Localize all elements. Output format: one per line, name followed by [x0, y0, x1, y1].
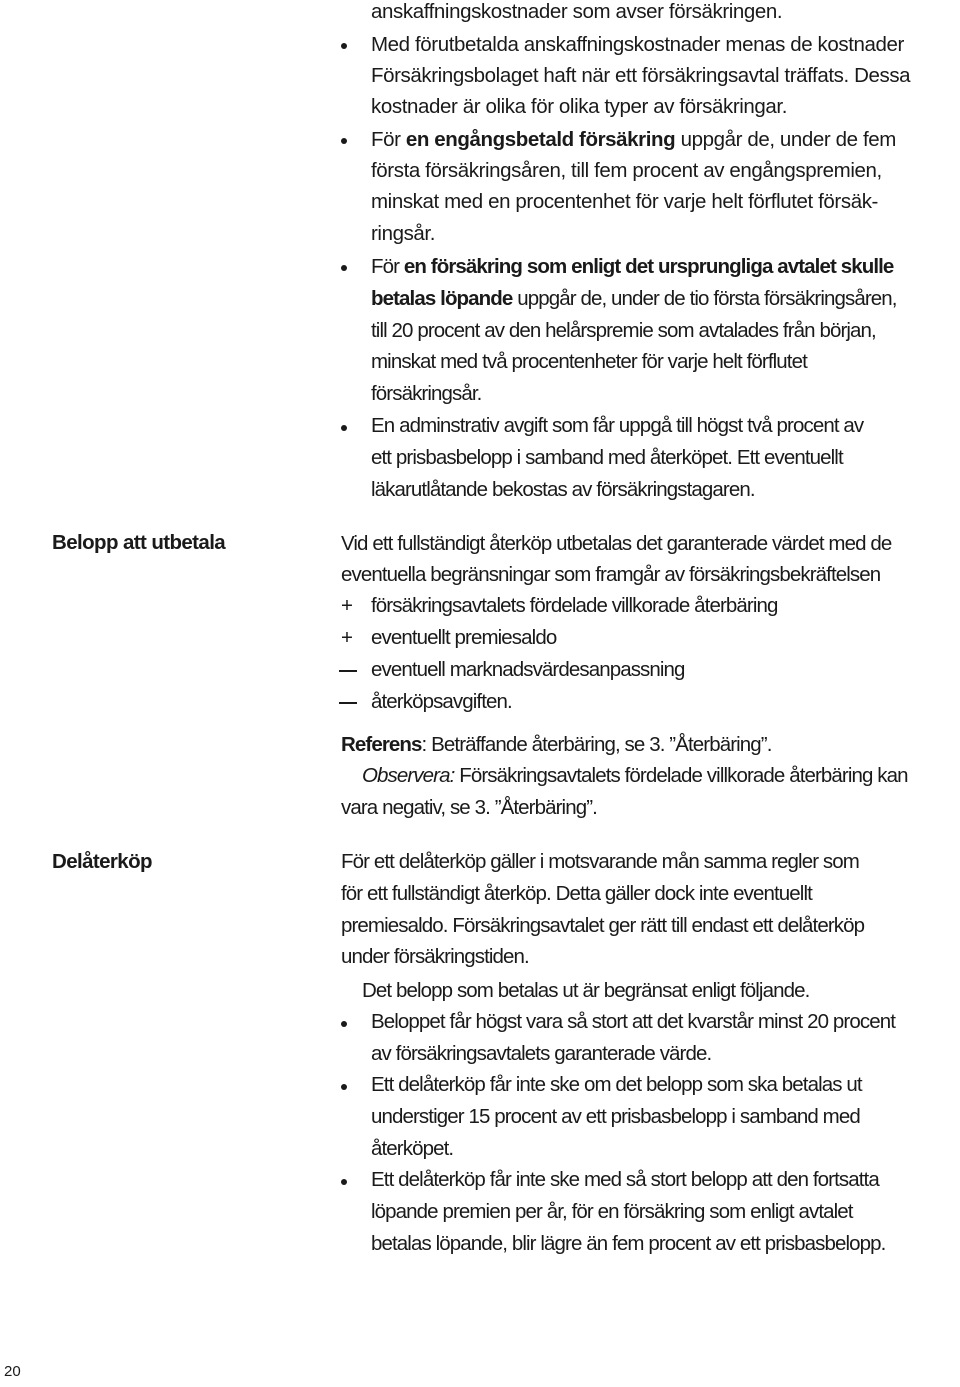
- plus-sign: +: [341, 594, 353, 617]
- page-number: 20: [4, 1363, 21, 1380]
- text-line: under försäkringstiden.: [341, 945, 529, 968]
- text-line: första försäkringsåren, till fem procent av engångspremien,: [371, 159, 882, 182]
- bold-text: en försäkring som enligt det ursprungliga avtalet skulle: [403, 255, 894, 278]
- text-run: : Beträffande återbäring, se 3. ”Återbäring”.: [421, 733, 772, 756]
- text-line: betalas löpande, blir lägre än fem procent av ett prisbasbelopp.: [371, 1232, 886, 1255]
- text-line: eventuellt premiesaldo: [371, 626, 557, 649]
- text-line: [371, 283, 897, 315]
- text-run: uppgår de, under de fem: [675, 128, 896, 151]
- text-line: återköpsavgiften.: [371, 690, 512, 713]
- bullet: [341, 1179, 347, 1185]
- bullet: [341, 1084, 347, 1090]
- text-run: För: [371, 128, 406, 151]
- text-line: Beloppet får högst vara så stort att det kvarstår minst 20 procent: [371, 1010, 895, 1033]
- text-line: Det belopp som betalas ut är begränsat enligt följande.: [362, 979, 810, 1002]
- text-line: till 20 procent av den helårspremie som avtalades från början,: [371, 319, 876, 342]
- bullet: [341, 265, 347, 271]
- text-line: Försäkringsbolaget haft när ett försäkringsavtal träffats. Dessa: [371, 64, 911, 87]
- bullet: [341, 138, 347, 144]
- text-line: Vid ett fullständigt återköp utbetalas det garanterade värdet med de: [341, 532, 892, 555]
- text-line: eventuell marknadsvärdesanpassning: [371, 658, 685, 681]
- minus-sign: [339, 702, 357, 704]
- bold-text: en engångsbetald försäkring: [405, 128, 676, 151]
- text-run: Försäkringsavtalets fördelade villkorade återbäring kan: [454, 764, 908, 787]
- text-line: Med förutbetalda anskaffningskostnader menas de kostnader: [371, 33, 904, 56]
- text-line: Ett delåterköp får inte ske med så stort belopp att den fortsatta: [371, 1168, 879, 1191]
- text-line: av försäkringsavtalets garanterade värde.: [371, 1042, 712, 1065]
- text-line: [362, 760, 908, 792]
- text-line: [371, 124, 896, 156]
- text-line: vara negativ, se 3. ”Återbäring”.: [341, 796, 597, 819]
- text-line: minskat med två procentenheter för varje helt förflutet: [371, 350, 807, 373]
- text-line: läkarutlåtande bekostas av försäkringstagaren.: [371, 478, 755, 501]
- text-line: [341, 729, 772, 761]
- text-line: anskaffningskostnader som avser försäkringen.: [371, 0, 783, 23]
- text-line: försäkringsår.: [371, 382, 482, 405]
- text-line: [371, 251, 893, 283]
- text-line: eventuella begränsningar som framgår av försäkringsbekräftelsen: [341, 563, 881, 586]
- bullet: [341, 43, 347, 49]
- bold-text: Referens: [341, 733, 422, 756]
- text-line: premiesaldo. Försäkringsavtalet ger rätt till endast ett delåterköp: [341, 914, 865, 937]
- text-line: kostnader är olika för olika typer av försäkringar.: [371, 95, 787, 118]
- section-heading-delaterkop: Delåterköp: [52, 850, 152, 873]
- text-line: löpande premien per år, för en försäkring som enligt avtalet: [371, 1200, 853, 1223]
- section-heading-belopp: Belopp att utbetala: [52, 531, 226, 554]
- text-line: För ett delåterköp gäller i motsvarande mån samma regler som: [341, 850, 859, 873]
- text-line: försäkringsavtalets fördelade villkorade återbäring: [371, 594, 778, 617]
- plus-sign: +: [341, 626, 353, 649]
- text-run: För: [371, 255, 404, 278]
- text-line: för ett fullständigt återköp. Detta gäller dock inte eventuellt: [341, 882, 812, 905]
- text-line: ringsår.: [371, 222, 436, 245]
- text-run: uppgår de, under de tio första försäkringsåren,: [512, 287, 897, 310]
- text-line: En adminstrativ avgift som får uppgå till högst två procent av: [371, 414, 864, 437]
- text-line: understiger 15 procent av ett prisbasbelopp i samband med: [371, 1105, 860, 1128]
- text-line: återköpet.: [371, 1137, 454, 1160]
- text-line: Ett delåterköp får inte ske om det belopp som ska betalas ut: [371, 1073, 862, 1096]
- italic-text: Observera:: [362, 764, 455, 787]
- text-line: ett prisbasbelopp i samband med återköpet. Ett eventuellt: [371, 446, 843, 469]
- bold-text: betalas löpande: [371, 287, 513, 310]
- minus-sign: [339, 670, 357, 672]
- bullet: [341, 1021, 347, 1027]
- bullet: [341, 425, 347, 431]
- text-line: minskat med en procentenhet för varje helt förflutet försäk-: [371, 190, 878, 213]
